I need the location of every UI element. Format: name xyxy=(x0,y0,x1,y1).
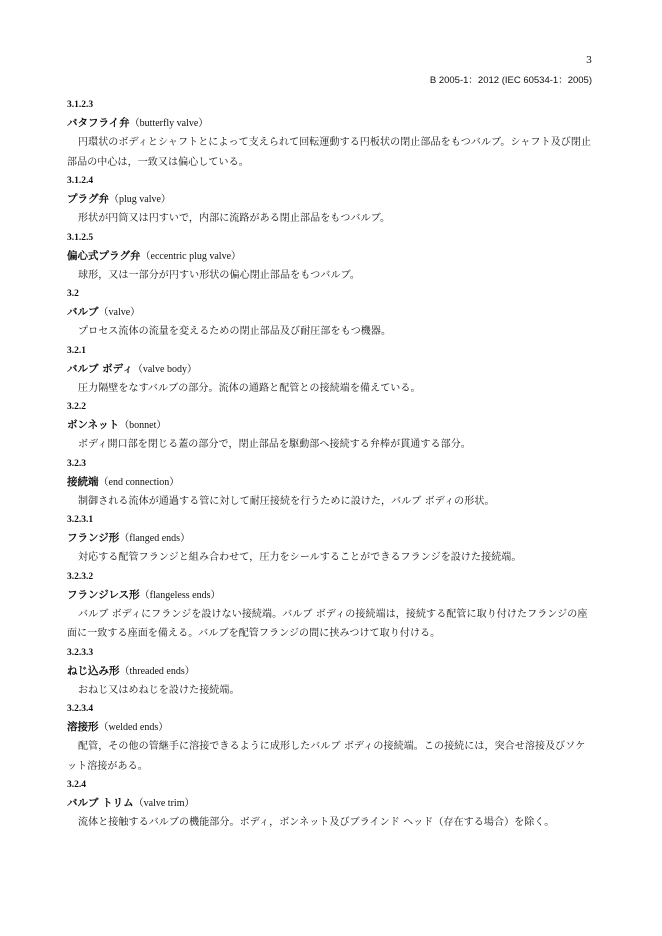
term-heading xyxy=(67,417,594,433)
term-english: （end connection） xyxy=(98,476,180,488)
term-english: （butterfly valve） xyxy=(129,118,209,129)
clause-number: 3.1.2.4 xyxy=(67,176,94,186)
term-definition: 形状が円筒又は円すいで，内部に流路がある閉止部品をもつバルブ。 xyxy=(78,213,391,224)
term-japanese: バタフライ弁 xyxy=(67,117,130,129)
term-japanese: ねじ込み形 xyxy=(67,664,120,677)
term-english: （eccentric plug valve） xyxy=(140,250,242,262)
clause-number: 3.2 xyxy=(67,289,79,299)
clause-3-2-1 xyxy=(67,344,594,399)
term-japanese: バルブ ボディ xyxy=(67,362,133,375)
term-english: （valve trim） xyxy=(133,798,195,809)
clause-3-1-2-5 xyxy=(67,231,594,286)
term-english: （plug valve） xyxy=(109,194,171,205)
clause-number: 3.2.3.2 xyxy=(67,571,94,582)
standard-reference: B 2005-1：2012 (IEC 60534-1：2005) xyxy=(429,75,592,86)
term-japanese: プラグ弁 xyxy=(67,193,109,205)
term-definition: プロセス流体の流量を変えるための閉止部品及び耐圧部をもつ機器。 xyxy=(78,326,392,337)
term-english: （flanged ends） xyxy=(119,533,191,544)
term-japanese: フランジレス形 xyxy=(67,588,140,601)
term-japanese: 接続端 xyxy=(67,475,99,488)
clause-3-2-3-1 xyxy=(67,513,594,568)
clause-number: 3.2.4 xyxy=(67,780,86,790)
term-english: （flangeless ends） xyxy=(139,589,221,601)
term-heading xyxy=(67,304,594,320)
clause-number: 3.1.2.5 xyxy=(67,232,94,243)
term-english: （threaded ends） xyxy=(119,665,195,677)
term-heading xyxy=(67,115,594,131)
term-japanese: ボンネット xyxy=(67,419,120,431)
term-definition: バルブ ボディにフランジを設けない接続端。バルブ ボディの接続端は，接続する配管に取り付けたフランジの座面に一致する座面を備える。バルブを配管フランジの間に挟みつけて取り付ける。 xyxy=(67,608,588,639)
clause-number: 3.1.2.3 xyxy=(67,100,94,110)
term-heading xyxy=(67,361,594,377)
term-heading xyxy=(67,530,594,546)
term-definition: ボディ開口部を閉じる蓋の部分で，閉止部品を駆動部へ接続する弁棒が貫通する部分。 xyxy=(78,439,471,450)
term-heading xyxy=(67,248,594,264)
clause-3-2-2 xyxy=(67,400,594,455)
clause-3-2 xyxy=(67,287,594,342)
clause-3-2-3-4 xyxy=(67,702,594,776)
term-english: （valve） xyxy=(98,307,141,318)
term-definition: 圧力隔壁をなすバルブの部分。流体の通路と配管との接続端を備えている。 xyxy=(78,382,421,394)
clause-3-1-2-3 xyxy=(67,98,594,172)
clause-3-1-2-4 xyxy=(67,174,594,229)
term-english: （valve body） xyxy=(132,363,197,375)
term-japanese: 偏心式プラグ弁 xyxy=(67,249,141,262)
clause-3-2-3-3 xyxy=(67,646,594,701)
clause-3-2-4 xyxy=(67,778,594,833)
term-heading xyxy=(67,663,594,679)
term-heading xyxy=(67,587,594,603)
page-number: 3 xyxy=(585,55,592,66)
term-japanese: バルブ xyxy=(67,306,99,318)
term-heading xyxy=(67,474,594,490)
term-heading xyxy=(67,795,594,811)
clause-number: 3.2.2 xyxy=(67,402,86,412)
term-japanese: フランジ形 xyxy=(67,532,120,544)
term-heading xyxy=(67,719,594,735)
term-english: （bonnet） xyxy=(119,420,167,431)
term-definition: 配管，その他の管継手に溶接できるように成形したバルブ ボディの接続端。この接続には，突合せ溶接及びソケット溶接がある。 xyxy=(67,741,586,772)
term-definition: 球形，又は一部分が円すい形状の偏心閉止部品をもつバルブ。 xyxy=(78,269,360,281)
term-definition: 円環状のボディとシャフトとによって支えられて回転運動する円板状の閉止部品をもつバルブ。シャフト及び閉止部品の中心は，一致又は偏心している。 xyxy=(67,137,592,168)
clause-number: 3.2.1 xyxy=(67,345,86,356)
term-definition: 対応する配管フランジと組み合わせて，圧力をシールすることができるフランジを設けた接続端。 xyxy=(78,552,522,563)
clause-number: 3.2.3.4 xyxy=(67,704,94,714)
term-heading xyxy=(67,191,594,207)
clause-number: 3.2.3.1 xyxy=(67,515,94,525)
term-japanese: バルブ トリム xyxy=(67,797,134,809)
document-body xyxy=(67,96,594,833)
term-definition: 流体と接触するバルブの機能部分。ボディ，ボンネット及びブラインド ヘッド（存在する場合）を除く。 xyxy=(78,817,555,828)
clause-number: 3.2.3.3 xyxy=(67,647,94,658)
term-definition: 制御される流体が通過する管に対して耐圧接続を行うために設けた，バルブ ボディの形状。 xyxy=(78,495,495,507)
clause-3-2-3 xyxy=(67,457,594,512)
term-definition: おねじ又はめねじを設けた接続端。 xyxy=(78,684,240,696)
term-japanese: 溶接形 xyxy=(67,721,99,733)
term-english: （welded ends） xyxy=(98,722,169,733)
clause-3-2-3-2 xyxy=(67,570,594,644)
clause-number: 3.2.3 xyxy=(67,458,86,469)
